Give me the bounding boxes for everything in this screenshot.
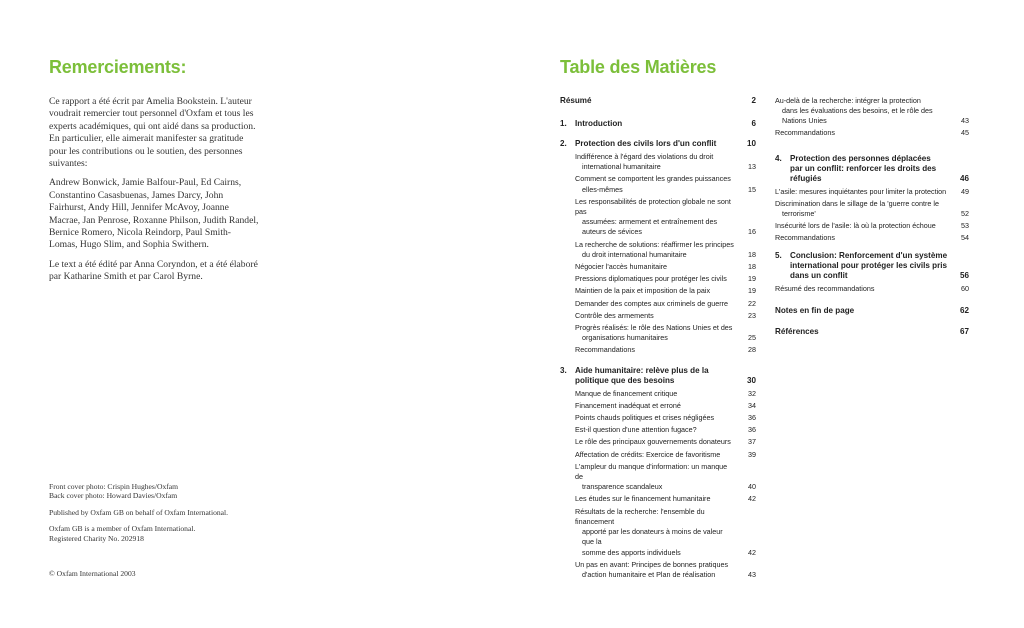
toc-label: Résumé [560, 96, 592, 105]
toc-label: politique que des besoins [575, 375, 675, 385]
toc-item-text: Un pas en avant: Principes de bonnes pratiques [575, 559, 729, 569]
toc-item[interactable] [560, 197, 756, 238]
toc-column-2 [775, 96, 969, 337]
toc-item-text: Négocier l'accès humanitaire [575, 262, 668, 272]
toc-chapter-5[interactable] [775, 251, 969, 281]
toc-item[interactable] [775, 233, 969, 243]
toc-item[interactable] [560, 262, 756, 272]
ack-paragraph: Andrew Bonwick, Jamie Balfour-Paul, Ed Cairns, Constantino Casasbuenas, James Darcy, John Fairhurst, Andy Hill, Jennifer McAvoy, Joanne Macrae, Jan Penrose, Roxanne Philson, Judith Randel, Bernice Romero, Nicola Reindorp, Paul Smith-Lomas, Hugo Slim, and Sophia Swithern. [49, 177, 259, 251]
toc-item-text: auteurs de sévices [582, 227, 642, 237]
toc-page: 45 [961, 128, 969, 137]
photo-credits [49, 482, 279, 501]
toc-page: 52 [961, 209, 969, 218]
toc-item-text: Insécurité lors de l'asile: là où la protection échoue [775, 221, 936, 230]
toc-page: 46 [959, 174, 969, 183]
member-text: Oxfam GB is a member of Oxfam International. [49, 524, 196, 534]
toc-item[interactable] [560, 274, 756, 284]
toc-item[interactable] [560, 560, 756, 580]
toc-page: 39 [748, 449, 756, 459]
ack-paragraph: Le text a été édité par Anna Coryndon, et a été élaboré par Katharine Smith et par Carol Byrne. [49, 258, 258, 283]
toc-item-text: Est-il question d'une attention fugace? [575, 425, 697, 435]
publisher-note: Published by Oxfam GB on behalf of Oxfam International. [49, 507, 229, 517]
toc-page: 34 [748, 400, 756, 410]
toc-page: 53 [961, 221, 969, 230]
toc-label: dans un conflit [790, 271, 848, 280]
toc-label: réfugiés [790, 174, 822, 183]
toc-item-text: Demander des comptes aux criminels de guerre [575, 298, 729, 308]
toc-item-text: international humanitaire [582, 162, 661, 172]
toc-page: 56 [959, 271, 969, 280]
toc-label: Notes en fin de page [775, 306, 855, 315]
toc-page: 2 [751, 96, 756, 105]
toc-page: 23 [748, 310, 756, 320]
toc-item-text: L'asile: mesures inquiétantes pour limiter la protection [775, 187, 947, 196]
toc-page: 60 [961, 284, 969, 293]
toc-item-text: Maintien de la paix et imposition de la paix [575, 286, 711, 296]
toc-page: 36 [748, 425, 756, 435]
toc-page: 19 [748, 274, 756, 284]
toc-page: 37 [748, 437, 756, 447]
toc-label: international pour protéger les civils pris [790, 261, 947, 270]
acknowledgements-text [49, 96, 259, 291]
toc-item[interactable] [560, 174, 756, 194]
toc-item-text: L'ampleur du manque d'information: un manque de [575, 461, 728, 482]
toc-page: 16 [748, 227, 756, 237]
toc-item-text: apporté par les donateurs à moins de valeur que la [582, 527, 723, 547]
toc-item-text: elles-mêmes [582, 184, 623, 194]
chapter-number: 1. [560, 119, 567, 128]
front-cover-credit: Front cover photo: Crispin Hughes/Oxfam [49, 482, 179, 491]
toc-item[interactable] [560, 494, 756, 504]
member-note [49, 524, 279, 543]
toc-label: par un conflit: renforcer les droits des [790, 164, 937, 173]
toc-item[interactable] [775, 96, 969, 126]
credits-block [49, 482, 279, 550]
toc-item[interactable] [560, 437, 756, 447]
toc-item-text: Indifférence à l'égard des violations du droit [575, 152, 714, 161]
toc-page: 28 [748, 345, 756, 355]
toc-item[interactable] [560, 152, 756, 172]
toc-item[interactable] [775, 284, 969, 294]
toc-page: 32 [748, 388, 756, 398]
toc-item-text: Affectation de crédits: Exercice de favoritisme [575, 449, 721, 459]
toc-page: 62 [959, 306, 969, 315]
toc-page: 54 [961, 233, 969, 242]
chapter-number: 3. [560, 365, 567, 375]
toc-page: 13 [748, 162, 756, 172]
toc-item[interactable] [775, 199, 969, 219]
charity-number: Registered Charity No. 202918 [49, 533, 144, 543]
toc-page: 6 [751, 119, 756, 128]
toc-item-text: Résultats de la recherche: l'ensemble du financement [575, 506, 705, 526]
toc-page: 19 [748, 286, 756, 296]
toc-label: Aide humanitaire: relève plus de la [575, 365, 709, 375]
toc-page: 43 [748, 569, 756, 579]
toc-item[interactable] [560, 507, 756, 558]
toc-item-text: Financement inadéquat et erroné [575, 400, 681, 410]
toc-item[interactable] [560, 345, 756, 355]
toc-label: Protection des civils lors d'un conflit [575, 139, 717, 148]
toc-item[interactable] [560, 462, 756, 493]
toc-item-text: Au-delà de la recherche: intégrer la protection [775, 96, 921, 105]
toc-page: 15 [748, 184, 756, 194]
toc-page: 18 [748, 262, 756, 272]
toc-page: 18 [748, 249, 756, 259]
toc-column-1 [560, 96, 756, 582]
toc-item-text: dans les évaluations des besoins, et le rôle des [782, 106, 933, 115]
toc-item-text: Résumé des recommandations [775, 284, 875, 293]
toc-item[interactable] [560, 286, 756, 296]
toc-page: 10 [746, 139, 756, 148]
toc-item-text: Comment se comportent les grandes puissances [575, 174, 731, 184]
toc-item-text: Les responsabilités de protection globale ne sont pas [575, 196, 731, 217]
chapter-number: 2. [560, 139, 567, 148]
toc-item[interactable] [560, 450, 756, 460]
toc-item-text: Manque de financement critique [575, 388, 678, 398]
toc-label: Conclusion: Renforcement d'un système [790, 251, 948, 260]
toc-item[interactable] [560, 401, 756, 411]
toc-entry-resume[interactable] [560, 96, 756, 106]
toc-item[interactable] [560, 425, 756, 435]
toc-chapter-3[interactable] [560, 366, 756, 386]
toc-page: 43 [961, 116, 969, 125]
copyright: © Oxfam International 2003 [49, 569, 136, 578]
toc-label: Introduction [575, 119, 623, 128]
toc-label: Références [775, 327, 819, 336]
toc-title: Table des Matières [560, 57, 717, 77]
toc-page: 49 [961, 187, 969, 196]
toc-label: Protection des personnes déplacées [790, 154, 931, 163]
toc-item[interactable] [560, 240, 756, 260]
toc-item[interactable] [560, 389, 756, 399]
toc-item[interactable] [560, 311, 756, 321]
toc-entry-references[interactable] [775, 327, 969, 337]
toc-item[interactable] [560, 413, 756, 423]
toc-item-text: Recommandations [775, 128, 835, 137]
toc-page: 22 [748, 298, 756, 308]
toc-item-text: assumées: armement et entraînement des [582, 217, 718, 227]
toc-entry-notes[interactable] [775, 306, 969, 316]
toc-page: 25 [748, 333, 756, 343]
chapter-number: 5. [775, 251, 782, 260]
toc-item-text: Points chauds politiques et crises négligées [575, 413, 715, 423]
toc-item-text: somme des apports individuels [582, 547, 681, 557]
toc-item-text: Les études sur le financement humanitaire [575, 494, 711, 504]
toc-item[interactable] [560, 299, 756, 309]
toc-page: 40 [748, 482, 756, 492]
toc-item-text: transparence scandaleux [582, 482, 663, 492]
toc-item-text: La recherche de solutions: réaffirmer les principes [575, 239, 734, 249]
toc-chapter-2[interactable] [560, 139, 756, 149]
toc-item-text: du droit international humanitaire [582, 249, 687, 259]
toc-item-text: Contrôle des armements [575, 310, 654, 320]
toc-page: 67 [959, 327, 969, 336]
toc-page: 42 [748, 547, 756, 557]
chapter-number: 4. [775, 154, 782, 163]
toc-item-text: Nations Unies [782, 116, 827, 125]
toc-item-text: Discrimination dans le sillage de la 'guerre contre le [775, 199, 939, 208]
toc-page: 36 [748, 413, 756, 423]
toc-item-text: Le rôle des principaux gouvernements donateurs [575, 437, 731, 447]
acknowledgements-title: Remerciements: [49, 57, 187, 77]
toc-item-text: organisations humanitaires [582, 333, 668, 343]
toc-item-text: Progrès réalisés: le rôle des Nations Unies et des [575, 323, 733, 333]
toc-item-text: Recommandations [775, 233, 835, 242]
toc-item-text: d'action humanitaire et Plan de réalisation [582, 569, 716, 579]
toc-item[interactable] [775, 221, 969, 231]
ack-paragraph: Ce rapport a été écrit par Amelia Bookstein. L'auteur voudrait remercier tout personnel d'Oxfam et tous les experts académiques, qui ont aidé dans sa production. En particulier, elle aimerait manifester sa gratitude pour les contributions ou le soutien, des personnes suivantes: [49, 96, 256, 170]
toc-item-text: Pressions diplomatiques pour protéger les civils [575, 274, 727, 284]
toc-chapter-1[interactable] [560, 119, 756, 129]
back-cover-credit: Back cover photo: Howard Davies/Oxfam [49, 491, 178, 501]
toc-item-text: Recommandations [575, 345, 635, 355]
toc-chapter-4[interactable] [775, 154, 969, 184]
toc-item[interactable] [560, 323, 756, 343]
toc-item[interactable] [775, 187, 969, 197]
toc-item[interactable] [775, 128, 969, 138]
toc-page: 30 [746, 375, 756, 385]
toc-item-text: terrorisme' [782, 209, 816, 218]
toc-page: 42 [748, 494, 756, 504]
